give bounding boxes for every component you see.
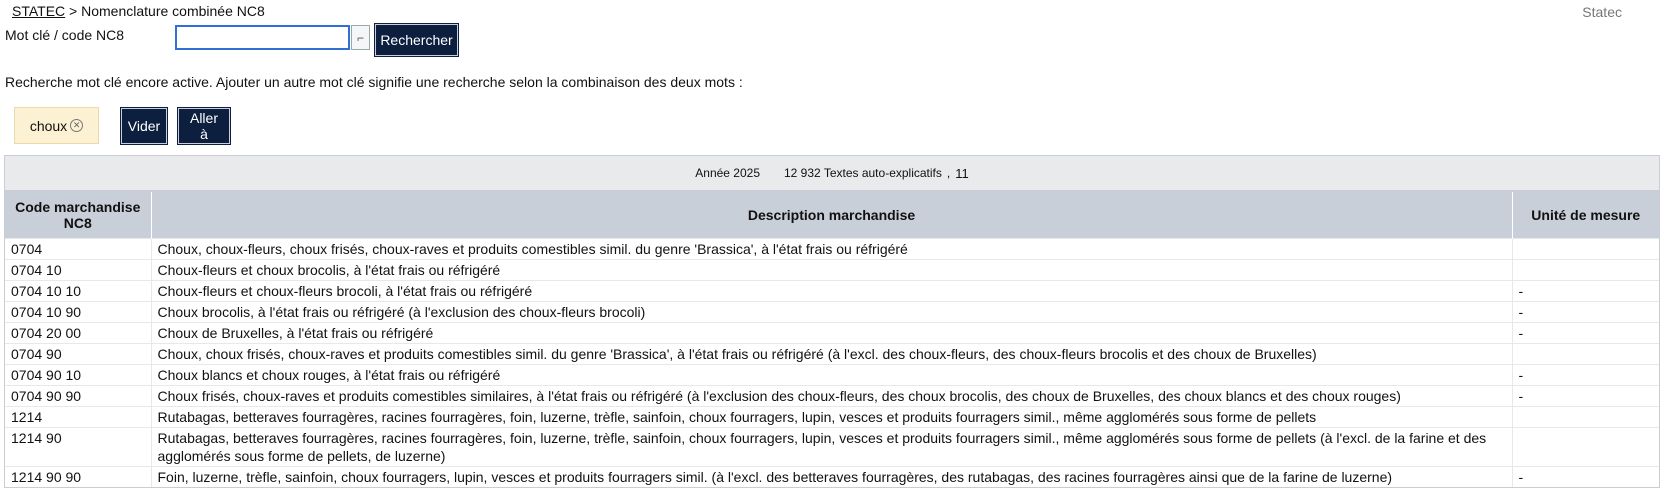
- cell-unit: [1512, 343, 1659, 364]
- breadcrumb-current: Nomenclature combinée NC8: [81, 3, 265, 19]
- cell-description: Choux blancs et choux rouges, à l'état frais ou réfrigéré: [151, 364, 1512, 385]
- results-table: [5, 192, 1659, 487]
- breadcrumb: [12, 3, 265, 19]
- table-row[interactable]: [5, 301, 1659, 322]
- cell-unit: -: [1512, 301, 1659, 322]
- search-button[interactable]: Rechercher: [375, 24, 458, 56]
- cell-description: Choux de Bruxelles, à l'état frais ou réfrigéré: [151, 322, 1512, 343]
- table-row[interactable]: [5, 385, 1659, 406]
- brand-label: Statec: [1582, 4, 1622, 20]
- cell-unit: -: [1512, 364, 1659, 385]
- cell-code: 0704 90: [5, 343, 151, 364]
- column-header-code[interactable]: Code marchandise NC8: [5, 192, 151, 238]
- column-header-unit[interactable]: Unité de mesure: [1512, 192, 1659, 238]
- cell-unit: -: [1512, 466, 1659, 487]
- table-row[interactable]: [5, 238, 1659, 259]
- cell-unit: [1512, 427, 1659, 466]
- results-panel: [4, 155, 1660, 488]
- cell-description: Choux frisés, choux-raves et produits comestibles similaires, à l'état frais ou réfrigéré (à l'exclusion des choux-fleurs, des choux brocolis, des choux de Bruxelles, des choux blancs et des choux rouges): [151, 385, 1512, 406]
- table-row[interactable]: [5, 466, 1659, 487]
- column-header-description[interactable]: Description marchandise: [151, 192, 1512, 238]
- cell-description: Choux, choux frisés, choux-raves et produits comestibles simil. du genre 'Brassica', à l'état frais ou réfrigéré (à l'excl. des choux-fleurs, des choux-fleurs brocolis et des choux de Bruxelles): [151, 343, 1512, 364]
- cell-description: Rutabagas, betteraves fourragères, racines fourragères, foin, luzerne, trèfle, sainfoin, choux fourragers, lupin, vesces et produits fourragers simil., même agglomérés sous forme de pellets (à l'excl. de la farine et des agglomérés sous forme de pellets, de luzerne): [151, 427, 1512, 466]
- cell-description: Choux, choux-fleurs, choux frisés, choux-raves et produits comestibles simil. du genre 'Brassica', à l'état frais ou réfrigéré: [151, 238, 1512, 259]
- search-notice: Recherche mot clé encore active. Ajouter un autre mot clé signifie une recherche selon la combinaison des deux mots :: [5, 74, 743, 90]
- cell-code: 0704 10 90: [5, 301, 151, 322]
- goto-button[interactable]: Aller à: [178, 108, 230, 144]
- cell-unit: [1512, 406, 1659, 427]
- table-row[interactable]: [5, 259, 1659, 280]
- cell-unit: [1512, 259, 1659, 280]
- cell-description: Choux-fleurs et choux brocolis, à l'état frais ou réfrigéré: [151, 259, 1512, 280]
- table-row[interactable]: [5, 427, 1659, 466]
- summary-year: Année 2025: [695, 166, 760, 180]
- results-summary: [5, 156, 1659, 192]
- table-header-row: [5, 192, 1659, 238]
- breadcrumb-separator: >: [65, 3, 82, 19]
- cell-unit: -: [1512, 322, 1659, 343]
- cell-code: 0704 10: [5, 259, 151, 280]
- summary-count: 11: [955, 165, 969, 181]
- cell-unit: -: [1512, 385, 1659, 406]
- summary-texts: 12 932 Textes auto-explicatifs: [784, 166, 942, 180]
- remove-keyword-icon[interactable]: ✕: [70, 119, 83, 132]
- cell-description: Choux-fleurs et choux-fleurs brocoli, à l'état frais ou réfrigéré: [151, 280, 1512, 301]
- keyword-chip-label: choux: [29, 117, 68, 134]
- cell-description: Foin, luzerne, trèfle, sainfoin, choux fourragers, lupin, vesces et produits fourragers simil. (à l'excl. des betteraves fourragères, des rutabagas, des racines fourragères ainsi que de la farine de luzerne): [151, 466, 1512, 487]
- table-row[interactable]: [5, 343, 1659, 364]
- summary-separator: ,: [946, 166, 951, 180]
- cell-code: 0704 90 90: [5, 385, 151, 406]
- table-row[interactable]: [5, 322, 1659, 343]
- table-row[interactable]: [5, 364, 1659, 385]
- search-input[interactable]: [175, 25, 350, 50]
- cell-code: 0704 20 00: [5, 322, 151, 343]
- keyword-chip: [14, 107, 99, 144]
- cell-description: Rutabagas, betteraves fourragères, racines fourragères, foin, luzerne, trèfle, sainfoin, choux fourragers, lupin, vesces et produits fourragers simil., même agglomérés sous forme de pellets: [151, 406, 1512, 427]
- breadcrumb-link-statec[interactable]: STATEC: [12, 3, 66, 19]
- cell-unit: [1512, 238, 1659, 259]
- cell-code: 1214 90 90: [5, 466, 151, 487]
- search-label: Mot clé / code NC8: [5, 27, 125, 43]
- expand-icon[interactable]: ⌐: [351, 25, 370, 50]
- cell-code: 0704: [5, 238, 151, 259]
- table-row[interactable]: [5, 280, 1659, 301]
- cell-code: 0704 10 10: [5, 280, 151, 301]
- table-row[interactable]: [5, 406, 1659, 427]
- cell-unit: -: [1512, 280, 1659, 301]
- clear-button[interactable]: Vider: [121, 108, 167, 144]
- cell-code: 1214: [5, 406, 151, 427]
- cell-code: 1214 90: [5, 427, 151, 466]
- cell-description: Choux brocolis, à l'état frais ou réfrigéré (à l'exclusion des choux-fleurs brocoli): [151, 301, 1512, 322]
- cell-code: 0704 90 10: [5, 364, 151, 385]
